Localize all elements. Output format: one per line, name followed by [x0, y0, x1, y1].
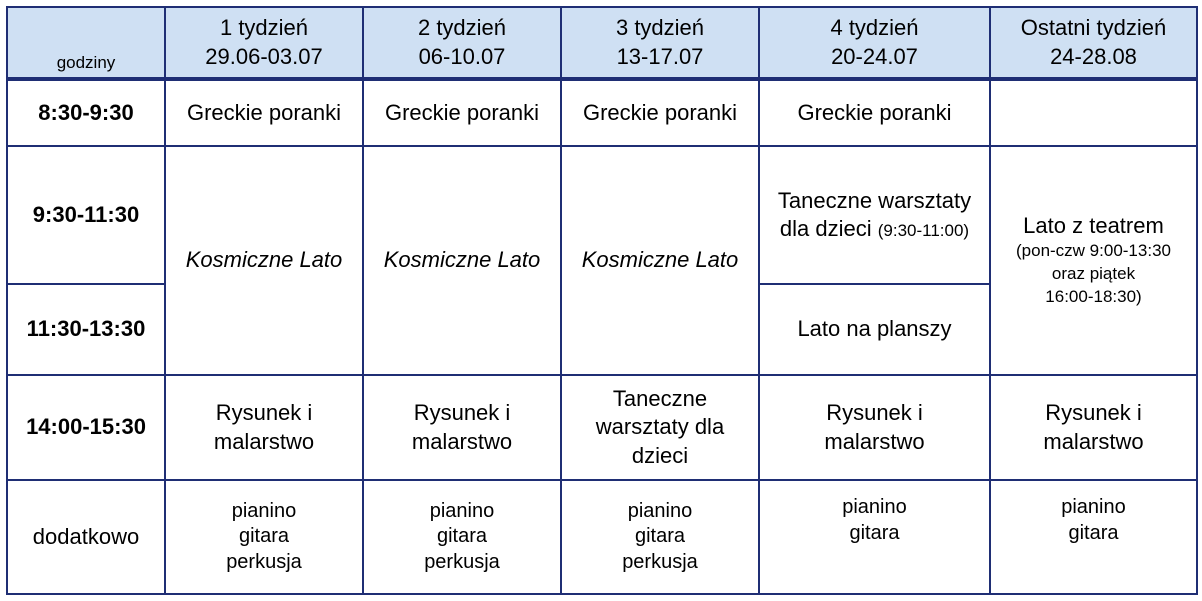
activity-cell: Rysunek i malarstwo: [990, 375, 1197, 480]
empty-cell: [990, 79, 1197, 146]
week-header-2: 2 tydzień 06-10.07: [363, 7, 561, 79]
hours-label: godziny: [56, 53, 116, 73]
time-cell-4: 14:00-15:30: [7, 375, 165, 480]
time-cell-1: 8:30-9:30: [7, 79, 165, 146]
activity-cell: Lato z teatrem (pon-czw 9:00-13:30 oraz piątek 16:00-18:30): [990, 146, 1197, 375]
activity-cell: Kosmiczne Lato: [363, 146, 561, 375]
activity-cell: Taneczne warsztaty dla dzieci: [561, 375, 759, 480]
activity-cell: Greckie poranki: [759, 79, 990, 146]
activity-cell: Taneczne warsztaty dla dzieci (9:30-11:00): [759, 146, 990, 284]
activity-cell: Kosmiczne Lato: [165, 146, 363, 375]
activity-cell: pianino gitara: [990, 480, 1197, 594]
activity-cell: Lato na planszy: [759, 284, 990, 375]
activity-cell: Rysunek i malarstwo: [759, 375, 990, 480]
activity-cell: pianino gitara: [759, 480, 990, 594]
week-header-4: 4 tydzień 20-24.07: [759, 7, 990, 79]
activity-cell: pianino gitara perkusja: [165, 480, 363, 594]
activity-cell: Greckie poranki: [561, 79, 759, 146]
activity-cell: Greckie poranki: [165, 79, 363, 146]
week-header-5: Ostatni tydzień 24-28.08: [990, 7, 1197, 79]
time-cell-5: dodatkowo: [7, 480, 165, 594]
week-header-1: 1 tydzień 29.06-03.07: [165, 7, 363, 79]
activity-cell: Rysunek i malarstwo: [363, 375, 561, 480]
activity-cell: pianino gitara perkusja: [363, 480, 561, 594]
time-cell-2: 9:30-11:30: [7, 146, 165, 284]
time-cell-3: 11:30-13:30: [7, 284, 165, 375]
activity-cell: Kosmiczne Lato: [561, 146, 759, 375]
schedule-table: [6, 6, 1198, 595]
activity-cell: pianino gitara perkusja: [561, 480, 759, 594]
week-header-3: 3 tydzień 13-17.07: [561, 7, 759, 79]
hours-header-cell: [7, 7, 165, 79]
activity-cell: Rysunek i malarstwo: [165, 375, 363, 480]
activity-cell: Greckie poranki: [363, 79, 561, 146]
